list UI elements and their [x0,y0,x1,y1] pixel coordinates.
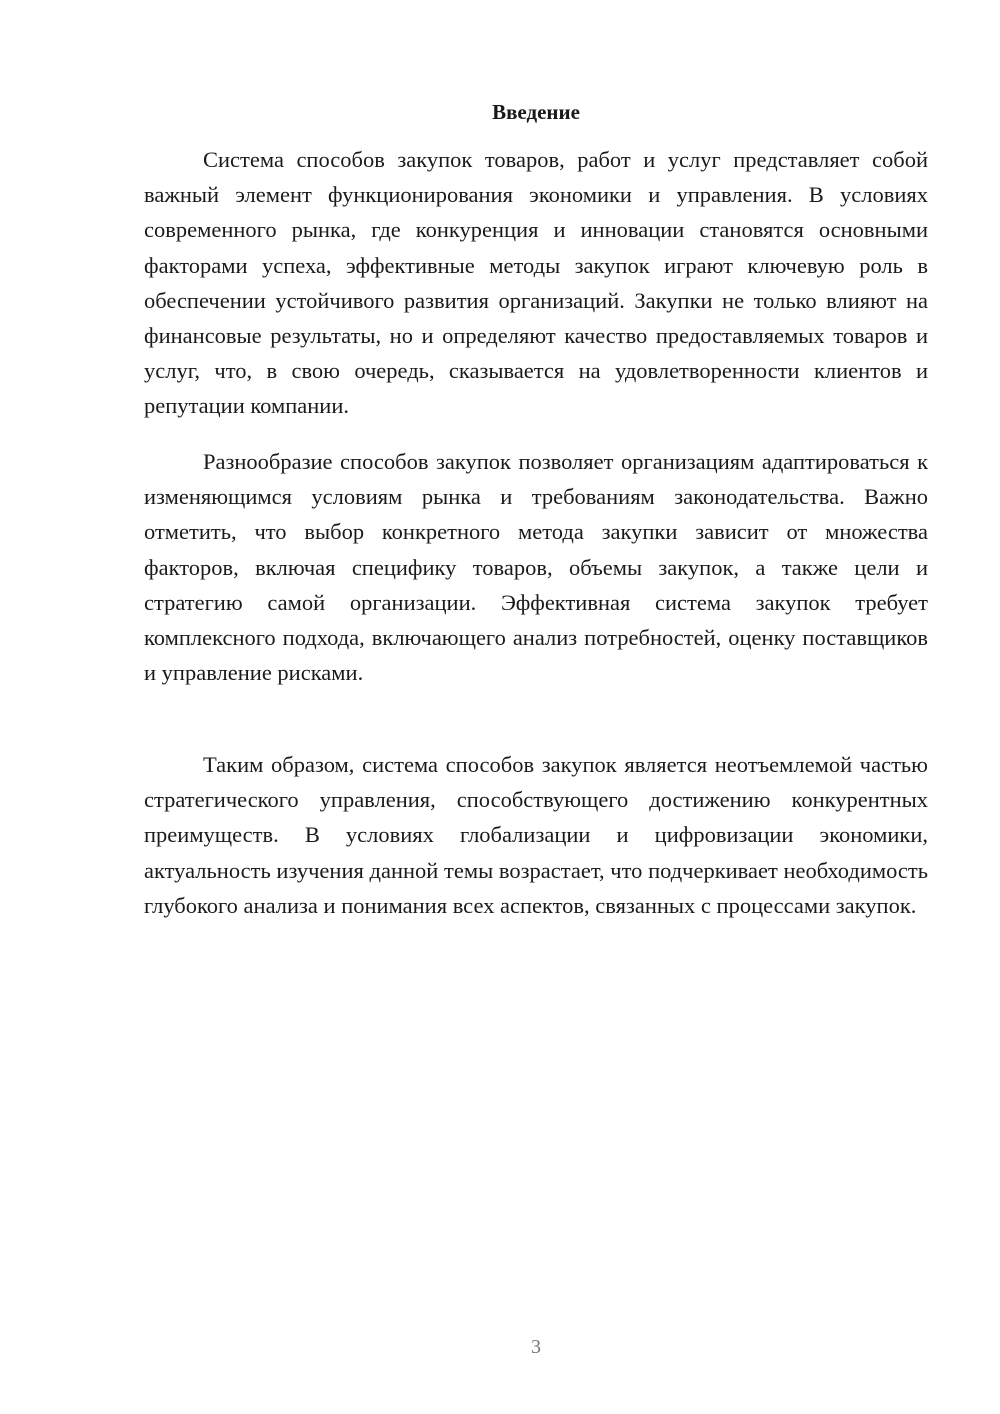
page-title: Введение [492,100,580,124]
page-number: 3 [531,1336,541,1358]
paragraph-1: Система способов закупок товаров, работ и услуг представляет собой важный элемент функционирования экономики и управления. В условиях современного рынка, где конкуренция и инновации становятся основными факторами успеха, эффективные методы закупок играют ключевую роль в обеспечении устойчивого развития организаций. Закупки не только влияют на финансовые результаты, но и определяют качество предоставляемых товаров и услуг, что, в свою очередь, сказывается на удовлетворенности клиентов и репутации компании. [144,147,928,419]
paragraph-2: Разнообразие способов закупок позволяет организациям адаптироваться к изменяющимся условиям рынка и требованиям законодательства. Важно отметить, что выбор конкретного метода закупки зависит от множества факторов, включая специфику товаров, объемы закупок, а также цели и стратегию самой организации. Эффективная система закупок требует комплексного подхода, включающего анализ потребностей, оценку поставщиков и управление рисками. [144,449,928,686]
paragraph-3: Таким образом, система способов закупок является неотъемлемой частью стратегического управления, способствующего достижению конкурентных преимуществ. В условиях глобализации и цифровизации экономики, актуальность изучения данной темы возрастает, что подчеркивает необходимость глубокого анализа и понимания всех аспектов, связанных с процессами закупок. [144,752,928,918]
